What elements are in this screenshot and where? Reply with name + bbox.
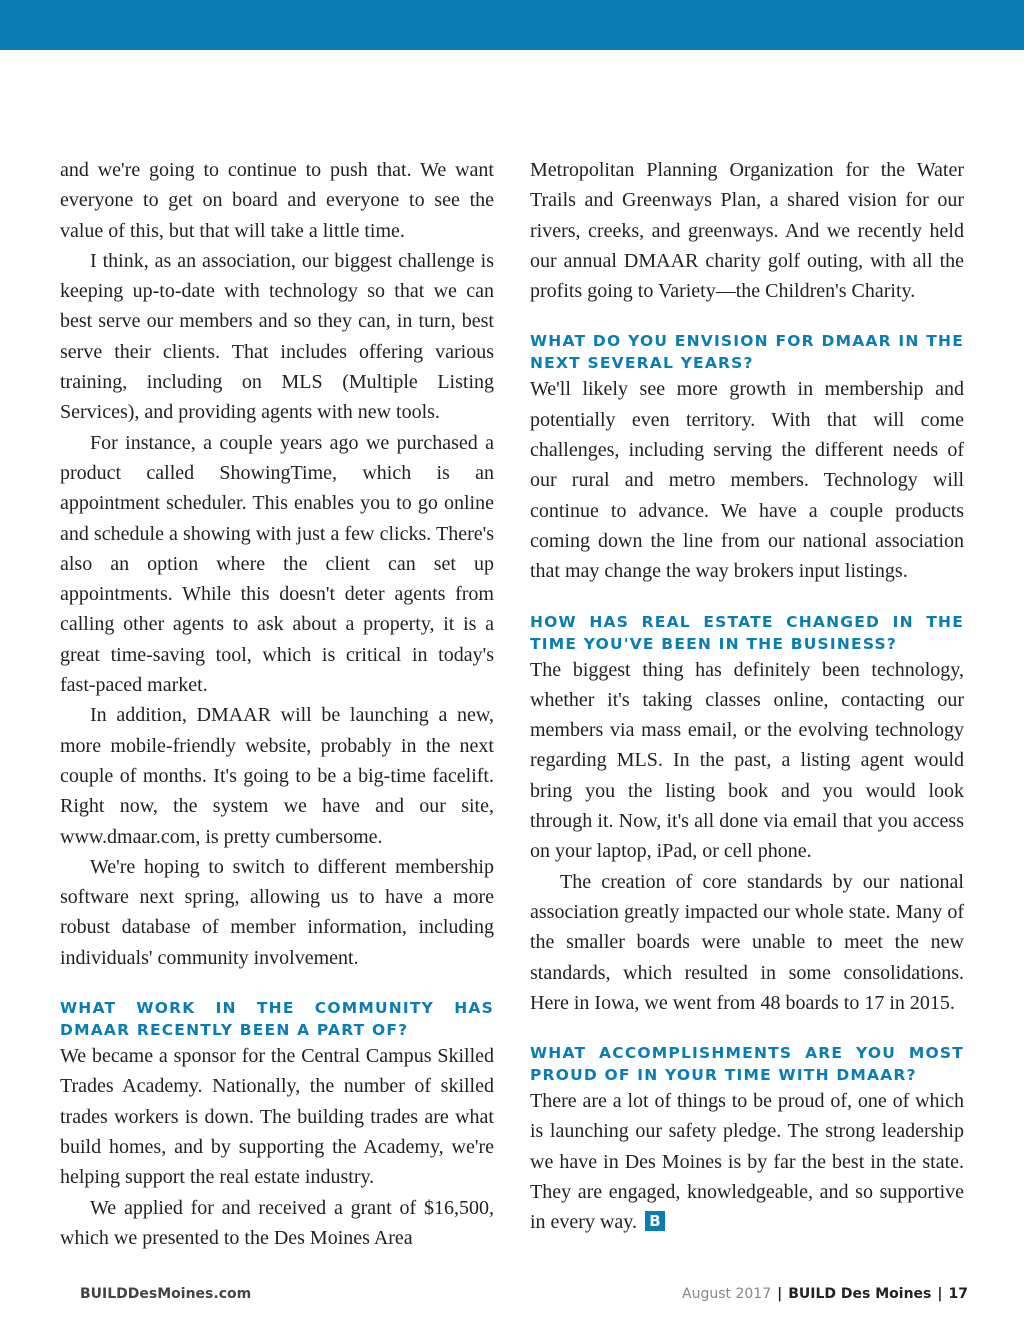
footer-website: BUILDDesMoines.com [80,1286,252,1302]
paragraph-final [530,1086,964,1237]
footer-separator: | [777,1286,783,1302]
paragraph: We became a sponsor for the Central Campus Skilled Trades Academy. Nationally, the number of skilled trades workers is down. The building trades are what build homes, and by supporting the Academy, we're helping support the real estate industry. [60,1045,494,1189]
section-heading: HOW HAS REAL ESTATE CHANGED IN THE TIME YOU'VE BEEN IN THE BUSINESS? [530,612,964,653]
article-column-right [530,155,964,1238]
header-bar [0,0,1024,50]
paragraph: We'll likely see more growth in membership and potentially even territory. With that will come challenges, including serving the different needs of our rural and metro members. Technology will continue to advance. We have a couple products coming down the line from our national association that may change the way brokers input listings. [530,378,964,583]
paragraph: Metropolitan Planning Organization for the Water Trails and Greenways Plan, a shared vision for our rivers, creeks, and greenways. And we recently held our annual DMAAR charity golf outing, with all the profits going to Variety—the Children's Charity. [530,159,964,303]
page-number: 17 [948,1286,968,1302]
section-heading: WHAT ACCOMPLISHMENTS ARE YOU MOST PROUD OF IN YOUR TIME WITH DMAAR? [530,1044,964,1085]
article-column-left [60,155,494,1253]
footer-folio [682,1286,968,1308]
paragraph: and we're going to continue to push that. We want everyone to get on board and everyone to see the value of this, but that will take a little time. [60,159,494,242]
paragraph: We applied for and received a grant of $16,500, which we presented to the Des Moines Area [60,1196,494,1249]
paragraph: The creation of core standards by our national association greatly impacted our whole state. Many of the smaller boards were unable to meet the new standards, which resulted in some consolidations. Here in Iowa, we went from 48 boards to 17 in 2015. [530,870,964,1014]
footer-publication: BUILD Des Moines [788,1286,932,1302]
footer-separator: | [937,1286,943,1302]
paragraph-text: There are a lot of things to be proud of, one of which is launching our safety pledge. The strong leadership we have in Des Moines is by far the best in the state. They are engaged, knowledgeable, and so supportive in every way. [530,1090,964,1234]
end-mark-logo: B [645,1211,665,1231]
section-heading: WHAT WORK IN THE COMMUNITY HAS DMAAR RECENTLY BEEN A PART OF? [60,999,494,1040]
paragraph: The biggest thing has definitely been technology, whether it's taking classes online, contacting our members via mass email, or the evolving technology regarding MLS. In the past, a listing agent would bring you the listing book and you would look through it. Now, it's all done via email that you access on your laptop, iPad, or cell phone. [530,658,964,863]
paragraph: I think, as an association, our biggest challenge is keeping up-to-date with technology so that we can best serve our members and so they can, in turn, best serve their clients. That includes offering various training, including on MLS (Multiple Listing Services), and providing agents with new tools. [60,249,494,424]
paragraph: For instance, a couple years ago we purchased a product called ShowingTime, which is an appointment scheduler. This enables you to go online and schedule a showing with just a few clicks. There's also an option where the client can set up appointments. While this doesn't deter agents from calling other agents to ask about a property, it is a great time-saving tool, which is critical in today's fast-paced market. [60,431,494,697]
paragraph: We're hoping to switch to different membership software next spring, allowing us to have a more robust database of member information, including individuals' community involvement. [60,855,494,969]
footer-date: August 2017 [682,1286,772,1302]
section-heading: WHAT DO YOU ENVISION FOR DMAAR IN THE NEXT SEVERAL YEARS? [530,332,964,373]
paragraph: In addition, DMAAR will be launching a new, more mobile-friendly website, probably in the next couple of months. It's going to be a big-time facelift. Right now, the system we have and our site, www.dmaar.com, is pretty cumbersome. [60,704,494,848]
